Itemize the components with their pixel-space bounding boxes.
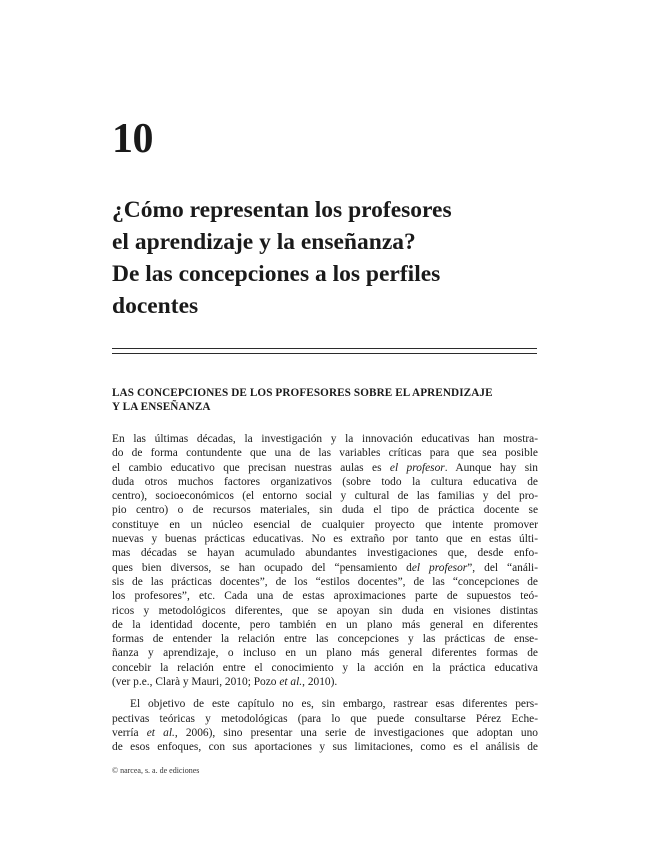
- text-line: pectivas teóricas y metodológicas (para lo que puede consultarse Pérez Eche-: [112, 712, 538, 725]
- text-line: el cambio educativo que precisan nuestras aulas es el profesor. Aunque hay sin: [112, 461, 538, 474]
- text-line: verría et al., 2006), sino presentar una serie de investigaciones que adoptan uno: [112, 726, 538, 739]
- section-heading-line: LAS CONCEPCIONES DE LOS PROFESORES SOBRE EL APRENDIZAJE: [112, 387, 493, 399]
- text-line: mas décadas se hayan acumulado abundantes investigaciones que, desde enfo-: [112, 547, 538, 560]
- paragraph: [112, 432, 538, 689]
- text-line: ques bien diversos, se han ocupado del “pensamiento del profesor”, del “análi-: [112, 561, 539, 574]
- section-heading-line: Y LA ENSEÑANZA: [112, 401, 211, 413]
- title-divider-bottom: [112, 353, 537, 354]
- text-line: El objetivo de este capítulo no es, sin embargo, rastrear esas diferentes pers-: [130, 698, 538, 711]
- text-line: duda otros muchos factores organizativos (sobre todo la cultura educativa de: [112, 475, 538, 488]
- body-text: [112, 432, 538, 755]
- text-line: de la identidad docente, pero también en un plano más general en diferentes: [112, 618, 538, 631]
- text-line: centro), socioeconómicos (el entorno social y cultural de las familias y del pro-: [112, 490, 538, 503]
- text-line: formas de entender la relación entre las concepciones y las prácticas de ense-: [112, 633, 538, 646]
- text-line: ricos y metodológicos diferentes, que se apoyan sin duda en visiones distintas: [112, 604, 538, 617]
- text-line: sis de las prácticas docentes”, de los “estilos docentes”, de las “concepciones de: [112, 575, 538, 588]
- copyright-footer: © narcea, s. a. de ediciones: [112, 766, 200, 775]
- chapter-title-line: el aprendizaje y la enseñanza?: [112, 229, 416, 255]
- chapter-title-line: ¿Cómo representan los profesores: [112, 197, 452, 223]
- chapter-title-line: De las concepciones a los perfiles: [112, 261, 441, 287]
- text-line: de esos enfoques, con sus aportaciones y sus limitaciones, como es el análisis de: [112, 741, 538, 754]
- title-divider-top: [112, 348, 537, 349]
- text-line: constituye en un núcleo esencial de cualquier proyecto que intente promover: [112, 518, 538, 531]
- paragraph: [112, 697, 538, 754]
- text-line: do de forma contundente que una de las variables críticas para que sea posible: [112, 447, 538, 460]
- text-line: los profesores”, etc. Cada una de estas aproximaciones parte de supuestos teó-: [112, 590, 538, 603]
- text-line: nuevas y buenas prácticas educativas. No es extraño por tanto que en estas últi-: [112, 533, 538, 546]
- chapter-title-line: docentes: [112, 293, 199, 319]
- chapter-title: [112, 194, 542, 322]
- text-line: concebir la relación entre el conocimiento y la acción en la práctica educativa: [112, 661, 538, 674]
- chapter-number: 10: [112, 116, 153, 162]
- text-line: pio centro) o de recursos materiales, sin duda el tipo de práctica docente se: [112, 504, 538, 517]
- section-heading: [112, 386, 538, 414]
- text-line: ñanza y aprendizaje, o incluso en un plano más general diferentes formas de: [112, 647, 538, 660]
- text-line: En las últimas décadas, la investigación y la innovación educativas han mostra-: [112, 433, 538, 445]
- text-line: (ver p.e., Clarà y Mauri, 2010; Pozo et al., 2010).: [112, 676, 338, 689]
